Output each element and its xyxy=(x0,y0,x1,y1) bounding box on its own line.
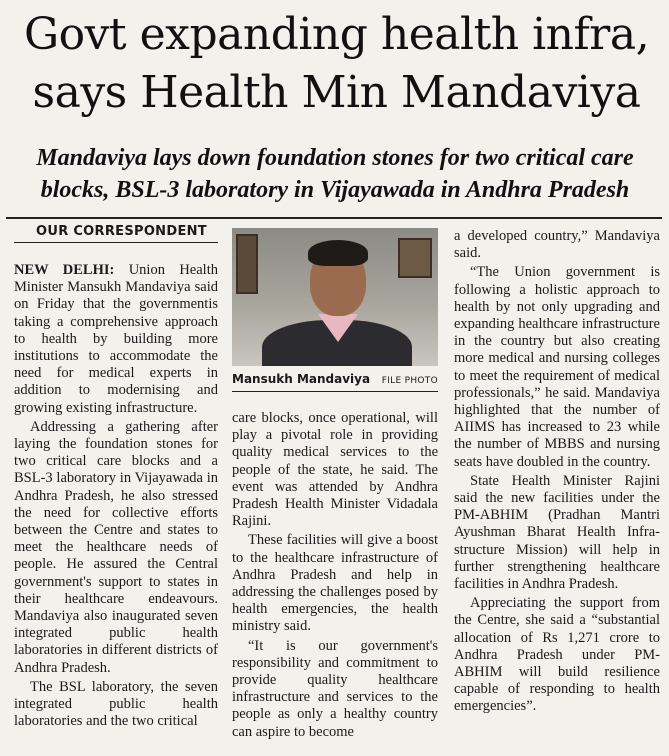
paragraph: State Health Minister Rajini said the new facilities under the PM-ABHIM (Pradhan Mantri Ayushman Bharat Health Infrastructure Mission) will help in further strengthening healthcare facilities in Andhra Pradesh. xyxy=(454,472,660,593)
wall-frame xyxy=(236,234,258,294)
paragraph: These facilities will give a boost to the healthcare infrastructure of Andhra Pradesh and help in addressing the challenges posed by health emergencies, the health ministry said. xyxy=(232,532,438,635)
headline-line-2: says Health Min Mandaviya xyxy=(32,67,641,118)
headline xyxy=(14,6,659,122)
divider-rule xyxy=(6,217,662,219)
paragraph: a developed country,” Mandaviya said. xyxy=(454,228,660,262)
paragraph: Appreciating the support from the Centre, she said a “substantial allocation of Rs 1,271 crore to Andhra Pradesh under PM-ABHIM will build resilience capable of responding to health emergencies”. xyxy=(454,595,660,715)
paragraph-text: Union Health Minister Mansukh Mandaviya said on Friday that the governmentis taking a comprehensive approach to health by building more institutions to accommodate the need for medical experts in addition to modernising and growing existing infrastructure. xyxy=(14,262,218,416)
wall-frame xyxy=(398,238,432,278)
paragraph: The BSL laboratory, the seven integrated public health laboratories and the two critical xyxy=(14,678,218,730)
subheadline xyxy=(10,142,660,206)
paragraph: care blocks, once operational, will play a pivotal role in providing quality medical services to the people of the state, he said. The event was attended by Andhra Pradesh Health Minister Vidadala Rajini. xyxy=(232,410,438,530)
paragraph: “The Union government is following a holistic approach to health by not only upgrading and expanding healthcare infrastructure in the country but also creating more medical and nursing colleges to meet the requirement of medical professionals,” he said. Mandaviya highlighted that the number of AIIMS has increased to 23 while the number of MBBS and nursing seats have doubled in the country. xyxy=(454,264,660,470)
article-column-2 xyxy=(232,410,438,743)
subhead-line-2: blocks, BSL-3 laboratory in Vijayawada in Andhra Pradesh xyxy=(40,177,630,203)
byline: OUR CORRESPONDENT xyxy=(14,224,218,243)
photo-figure-hair xyxy=(308,240,368,266)
dateline: NEW DELHI: xyxy=(14,262,115,278)
subhead-line-1: Mandaviya lays down foundation stones for two critical care xyxy=(36,145,634,171)
article-column-3 xyxy=(454,228,660,718)
paragraph: “It is our government's responsibility and commitment to provide quality healthcare infrastructure and services to the people as only a healthy country can aspire to become xyxy=(232,637,438,740)
paragraph xyxy=(14,262,218,417)
paragraph: Addressing a gathering after laying the foundation stones for two critical care blocks and a BSL-3 laboratory in Vijayawada in Andhra Pradesh, he also stressed the need for collective efforts between the Centre and states to meet the healthcare needs of people. He assured the Central government's support to states in their healthcare endeavours. Mandaviya also inaugurated seven integrated public health laboratories in different districts of Andhra Pradesh. xyxy=(14,418,218,676)
article-column-1 xyxy=(14,262,218,732)
caption-name: Mansukh Mandaviya xyxy=(232,372,371,386)
caption-credit: FILE PHOTO xyxy=(381,376,438,386)
headline-line-1: Govt expanding health infra, xyxy=(23,9,650,60)
photo-caption xyxy=(232,372,438,392)
portrait-photo xyxy=(232,228,438,366)
